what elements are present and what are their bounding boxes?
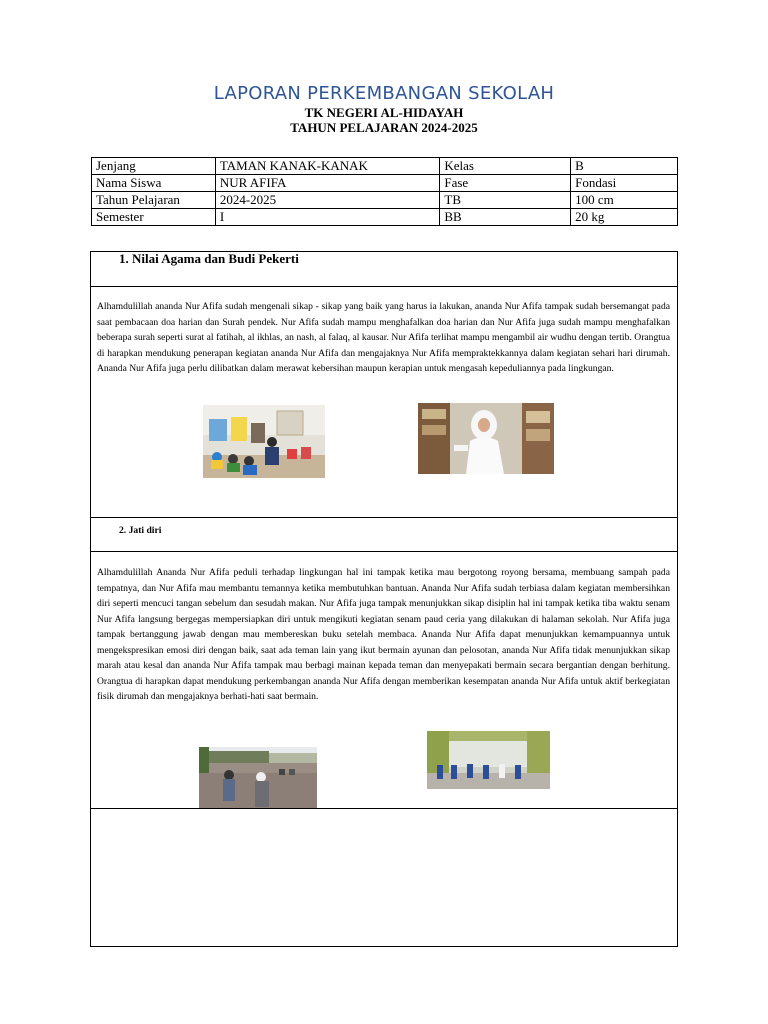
info-label: Kelas — [440, 158, 571, 175]
info-label: Tahun Pelajaran — [92, 192, 216, 209]
section2-text: Alhamdulillah Ananda Nur Afifa peduli terhadap lingkungan hal ini tampak ketika mau bergotong royong bersama, membuang sampah pada tempatnya, dan Nur Afifa mau membantu temannya ketika membutuhkan bantuan. Ananda Nur Afifa sudah terbiasa dalam kegiatan membersihkan diri seperti mencuci tangan sebelum dan sesudah makan. Nur Afifa juga tampak menunjukkan sikap disiplin hal ini tampak ketika tiba waktu senam Nur Afifa langsung bergegas mempersiapkan diri untuk mengikuti kegiatan senam paud ceria yang dilakukan di halaman sekolah. Nur Afifa juga tampak bertanggung jawab dengan mau membereskan buku setelah membaca. Ananda Nur Afifa dapat menunjukkan kemampuannya untuk mengekspresikan emosi diri dengan baik, saat ada teman lain yang ikut bermain ayunan dan pelosotan, ananda Nur Afifa tidak menunjukkan sikap marah atau kesal dan ananda Nur Afifa tampak mau berbagi mainan kepada teman dan menyepakati bermain secara bergantian dengan berhitung. Orangtua di harapkan dapat mendukung perkembangan ananda Nur Afifa dengan memberikan kesempatan ananda Nur Afifa untuk aktif berkegiatan fisik dirumah dan mengajaknya berhati-hati saat bermain. — [97, 567, 670, 702]
info-value: 2024-2025 — [215, 192, 440, 209]
info-value: 100 cm — [571, 192, 678, 209]
info-row — [92, 158, 678, 175]
info-label: Semester — [92, 209, 216, 226]
divider — [91, 808, 677, 809]
divider — [91, 551, 677, 552]
report-title: LAPORAN PERKEMBANGAN SEKOLAH — [213, 83, 555, 104]
info-value: Fondasi — [571, 175, 678, 192]
report-content-box — [90, 251, 678, 947]
info-label: Jenjang — [92, 158, 216, 175]
classroom-photo — [203, 405, 325, 478]
info-label: BB — [440, 209, 571, 226]
info-label: TB — [440, 192, 571, 209]
school-name: TK NEGERI AL-HIDAYAH — [304, 105, 464, 120]
info-label: Nama Siswa — [92, 175, 216, 192]
academic-year: TAHUN PELAJARAN 2024-2025 — [290, 120, 478, 135]
info-row — [92, 192, 678, 209]
info-value: I — [215, 209, 440, 226]
info-value: B — [571, 158, 678, 175]
divider — [91, 286, 677, 287]
info-value: NUR AFIFA — [215, 175, 440, 192]
schoolyard-photo — [199, 747, 317, 808]
section2-heading: 2. Jati diri — [119, 525, 162, 536]
info-value: 20 kg — [571, 209, 678, 226]
info-row — [92, 209, 678, 226]
section1-heading: 1. Nilai Agama dan Budi Pekerti — [119, 251, 299, 266]
student-info-table — [91, 157, 678, 226]
section1-text: Alhamdulillah ananda Nur Afifa sudah mengenali sikap - sikap yang baik yang harus ia lakukan, ananda Nur Afifa tampak sudah bersemangat pada saat pembacaan doa harian dan Surah pendek. Nur Afifa sudah mampu menghafalkan doa harian dan Nur Afifa juga sudah mampu menghafalkan beberapa surah seperti surat al fatihah, al ikhlas, an nash, al falaq, al kausar. Nur Afifa terlihat mampu mengambil air wudhu dengan tertib. Orangtua di harapkan mendukung penerapan kegiatan ananda Nur Afifa dan mengajaknya Nur Afifa mempraktekkannya dalam kegiatan sehari hari dirumah. Ananda Nur Afifa juga perlu dilibatkan dalam merawat kebersihan maupun kerapian untuk mengasah kepeduliannya pada lingkungan. — [97, 301, 670, 374]
student-prayer-photo — [418, 403, 554, 474]
info-value: TAMAN KANAK-KANAK — [215, 158, 440, 175]
info-row — [92, 175, 678, 192]
divider — [91, 517, 677, 518]
info-label: Fase — [440, 175, 571, 192]
school-hall-photo — [427, 731, 550, 789]
